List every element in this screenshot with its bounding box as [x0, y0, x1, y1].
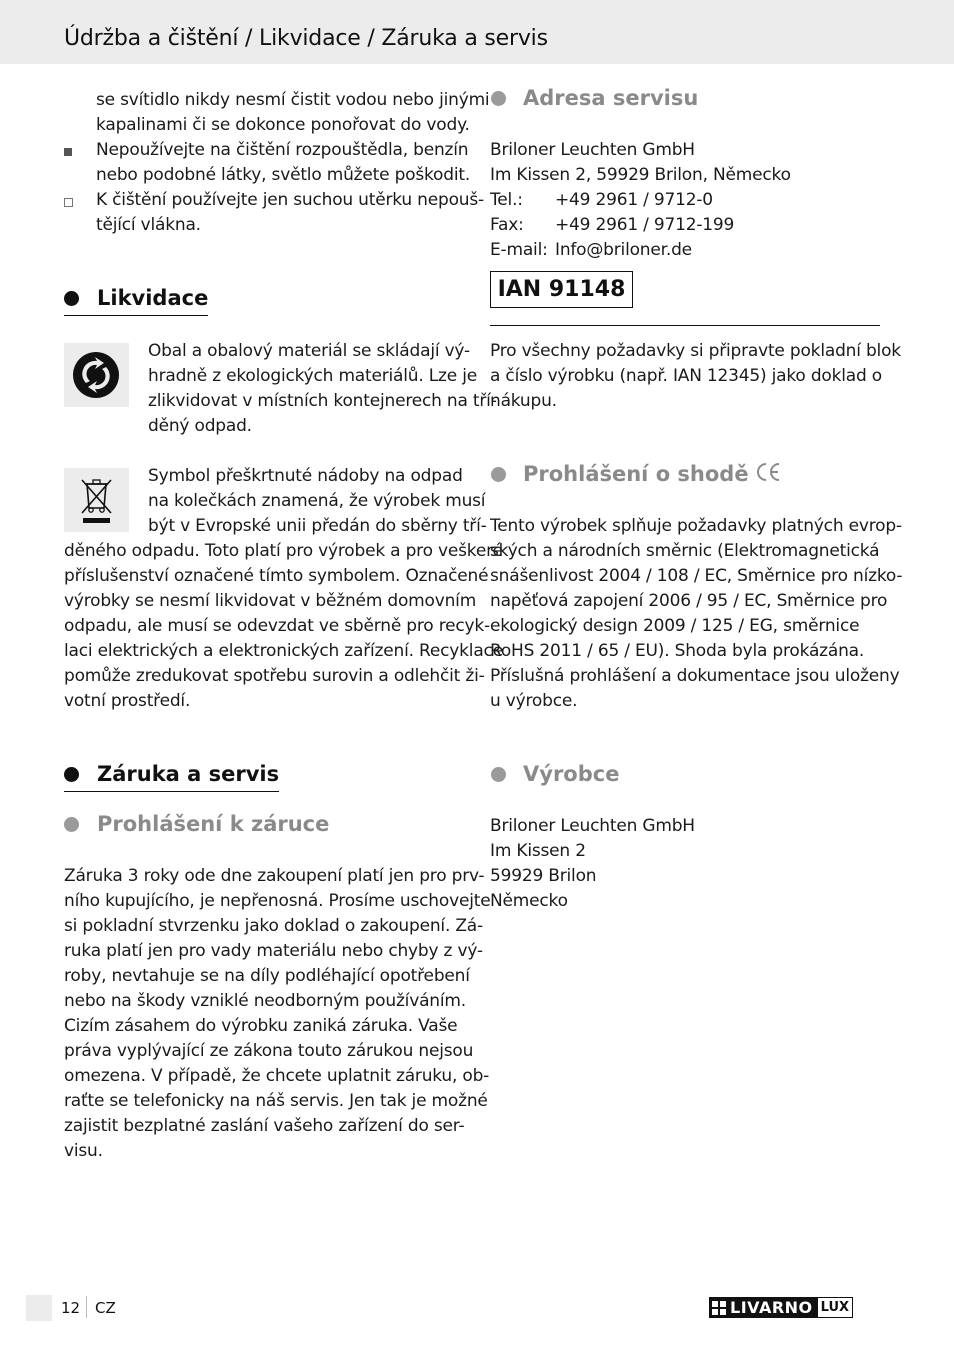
- manufacturer-line-2: Im Kissen 2: [490, 841, 586, 861]
- conformity-line-3: snášenlivost 2004 / 108 / EC, Směrnice pro nízko-: [490, 566, 903, 586]
- conformity-line-6: RoHS 2011 / 65 / EU). Shoda byla prokázána.: [490, 641, 865, 661]
- conformity-line-5: ekologický design 2009 / 125 / EG, směrnice: [490, 616, 860, 636]
- crossed-out-wheelie-bin-icon: [64, 468, 129, 532]
- conformity-line-1: Tento výrobek splňuje požadavky platných evrop-: [490, 516, 902, 536]
- disposal-p2-line-1: Symbol přeškrtnuté nádoby na odpad: [148, 466, 463, 486]
- page-title: Údržba a čištění / Likvidace / Záruka a servis: [64, 26, 548, 51]
- disposal-p1-line-1: Obal a obalový materiál se skládají vý-: [148, 341, 470, 361]
- conformity-line-8: u výrobce.: [490, 691, 578, 711]
- disposal-p1-line-4: děný odpad.: [148, 416, 252, 436]
- ian-box: IAN 91148: [490, 271, 633, 308]
- disposal-heading: Likvidace: [64, 285, 208, 316]
- warranty-line-6: nebo na škody vzniklé neodborným používáním.: [64, 991, 466, 1011]
- warranty-line-10: raťte se telefonicky na náš servis. Jen tak je možné: [64, 1091, 488, 1111]
- disposal-p2-line-4: děného odpadu. Toto platí pro výrobek a pro veškeré: [64, 541, 503, 561]
- disposal-p2-line-10: votní prostředí.: [64, 691, 191, 711]
- service-tel-value: +49 2961 / 9712-0: [555, 190, 713, 210]
- warranty-line-7: Cizím zásahem do výrobku zaniká záruka. Vaše: [64, 1016, 458, 1036]
- disposal-p1-line-3: zlikvidovat v místních kontejnerech na tří-: [148, 391, 497, 411]
- bullet-square-icon: [64, 148, 72, 156]
- footer-separator: [86, 1296, 87, 1318]
- warranty-subheading: Prohlášení k záruce: [97, 812, 330, 836]
- page-header: [0, 0, 954, 64]
- subheading-bullet-icon: [491, 767, 506, 782]
- ce-mark-icon: [755, 461, 781, 487]
- logo-main: [709, 1297, 817, 1318]
- page-number: 12: [61, 1299, 81, 1317]
- disposal-p2-line-2: na kolečkách znamená, že výrobek musí: [148, 491, 486, 511]
- manufacturer-heading: Výrobce: [523, 762, 620, 786]
- logo-lux: LUX: [817, 1297, 853, 1318]
- green-dot-recycling-icon: [64, 343, 129, 407]
- conformity-line-4: napěťová zapojení 2006 / 95 / EC, Směrnice pro: [490, 591, 888, 611]
- service-fax-label: Fax:: [490, 215, 524, 235]
- service-note-line-2: a číslo výrobku (např. IAN 12345) jako doklad o: [490, 366, 882, 386]
- divider: [490, 325, 880, 326]
- warranty-line-4: ruka platí jen pro vady materiálu nebo chyby z vý-: [64, 941, 483, 961]
- intro-line-2: kapalinami či se dokonce ponořovat do vody.: [96, 115, 470, 135]
- logo-grid-icon: [712, 1301, 726, 1315]
- livarno-lux-logo: [709, 1297, 853, 1318]
- manufacturer-line-4: Německo: [490, 891, 568, 911]
- intro-line-1: se svítidlo nikdy nesmí čistit vodou nebo jinými: [96, 90, 490, 110]
- warranty-heading: Záruka a servis: [64, 761, 279, 792]
- warranty-line-2: ního kupujícího, je nepřenosná. Prosíme uschovejte: [64, 891, 491, 911]
- service-note-line-3: nákupu.: [490, 391, 557, 411]
- warranty-line-12: visu.: [64, 1141, 103, 1161]
- disposal-p2-line-8: laci elektrických a elektronických zařízení. Recyklace: [64, 641, 503, 661]
- warranty-line-1: Záruka 3 roky ode dne zakoupení platí jen pro prv-: [64, 866, 485, 886]
- disposal-p2-line-3: být v Evropské unii předán do sběrny tří-: [148, 516, 487, 536]
- warranty-line-9: omezena. V případě, že chcete uplatnit záruku, ob-: [64, 1066, 490, 1086]
- subheading-bullet-icon: [491, 467, 506, 482]
- logo-text: LIVARNO: [730, 1298, 813, 1317]
- conformity-line-7: Příslušná prohlášení a dokumentace jsou uloženy: [490, 666, 900, 686]
- service-email-value: Info@briloner.de: [555, 240, 692, 260]
- conformity-heading: Prohlášení o shodě: [523, 462, 749, 486]
- disposal-p2-line-9: pomůže zredukovat spotřebu surovin a odlehčit ži-: [64, 666, 485, 686]
- service-heading: Adresa servisu: [523, 86, 699, 110]
- service-note-line-1: Pro všechny požadavky si připravte pokladní blok: [490, 341, 901, 361]
- disposal-p1-line-2: hradně z ekologických materiálů. Lze je: [148, 366, 478, 386]
- conformity-line-2: ských a národních směrnic (Elektromagnetická: [490, 541, 880, 561]
- bullet-square-outline-icon: [64, 198, 73, 207]
- bullet2-line-2: tějící vlákna.: [96, 215, 201, 235]
- bullet1-line-1: Nepoužívejte na čištění rozpouštědla, benzín: [96, 140, 469, 160]
- footer-marker: [26, 1295, 52, 1321]
- warranty-line-5: roby, nevtahuje se na díly podléhající opotřebení: [64, 966, 470, 986]
- bullet1-line-2: nebo podobné látky, světlo můžete poškodit.: [96, 165, 471, 185]
- service-fax-value: +49 2961 / 9712-199: [555, 215, 735, 235]
- warranty-line-3: si pokladní stvrzenku jako doklad o zakoupení. Zá-: [64, 916, 483, 936]
- language-code: CZ: [95, 1299, 116, 1317]
- subheading-bullet-icon: [64, 817, 79, 832]
- service-tel-label: Tel.:: [490, 190, 523, 210]
- bullet2-line-1: K čištění používejte jen suchou utěrku nepouš-: [96, 190, 484, 210]
- warranty-line-8: práva vyplývající ze zákona touto zárukou nejsou: [64, 1041, 474, 1061]
- manufacturer-line-1: Briloner Leuchten GmbH: [490, 816, 695, 836]
- disposal-p2-line-7: odpadu, ale musí se odevzdat ve sběrně pro recyk-: [64, 616, 490, 636]
- service-company: Briloner Leuchten GmbH: [490, 140, 695, 160]
- disposal-p2-line-5: příslušenství označené tímto symbolem. Označené: [64, 566, 489, 586]
- disposal-p2-line-6: výrobky se nesmí likvidovat v běžném domovním: [64, 591, 477, 611]
- subheading-bullet-icon: [491, 91, 506, 106]
- manufacturer-line-3: 59929 Brilon: [490, 866, 597, 886]
- warranty-line-11: zajistit bezplatné zaslání vašeho zařízení do ser-: [64, 1116, 465, 1136]
- service-address: Im Kissen 2, 59929 Brilon, Německo: [490, 165, 791, 185]
- service-email-label: E-mail:: [490, 240, 548, 260]
